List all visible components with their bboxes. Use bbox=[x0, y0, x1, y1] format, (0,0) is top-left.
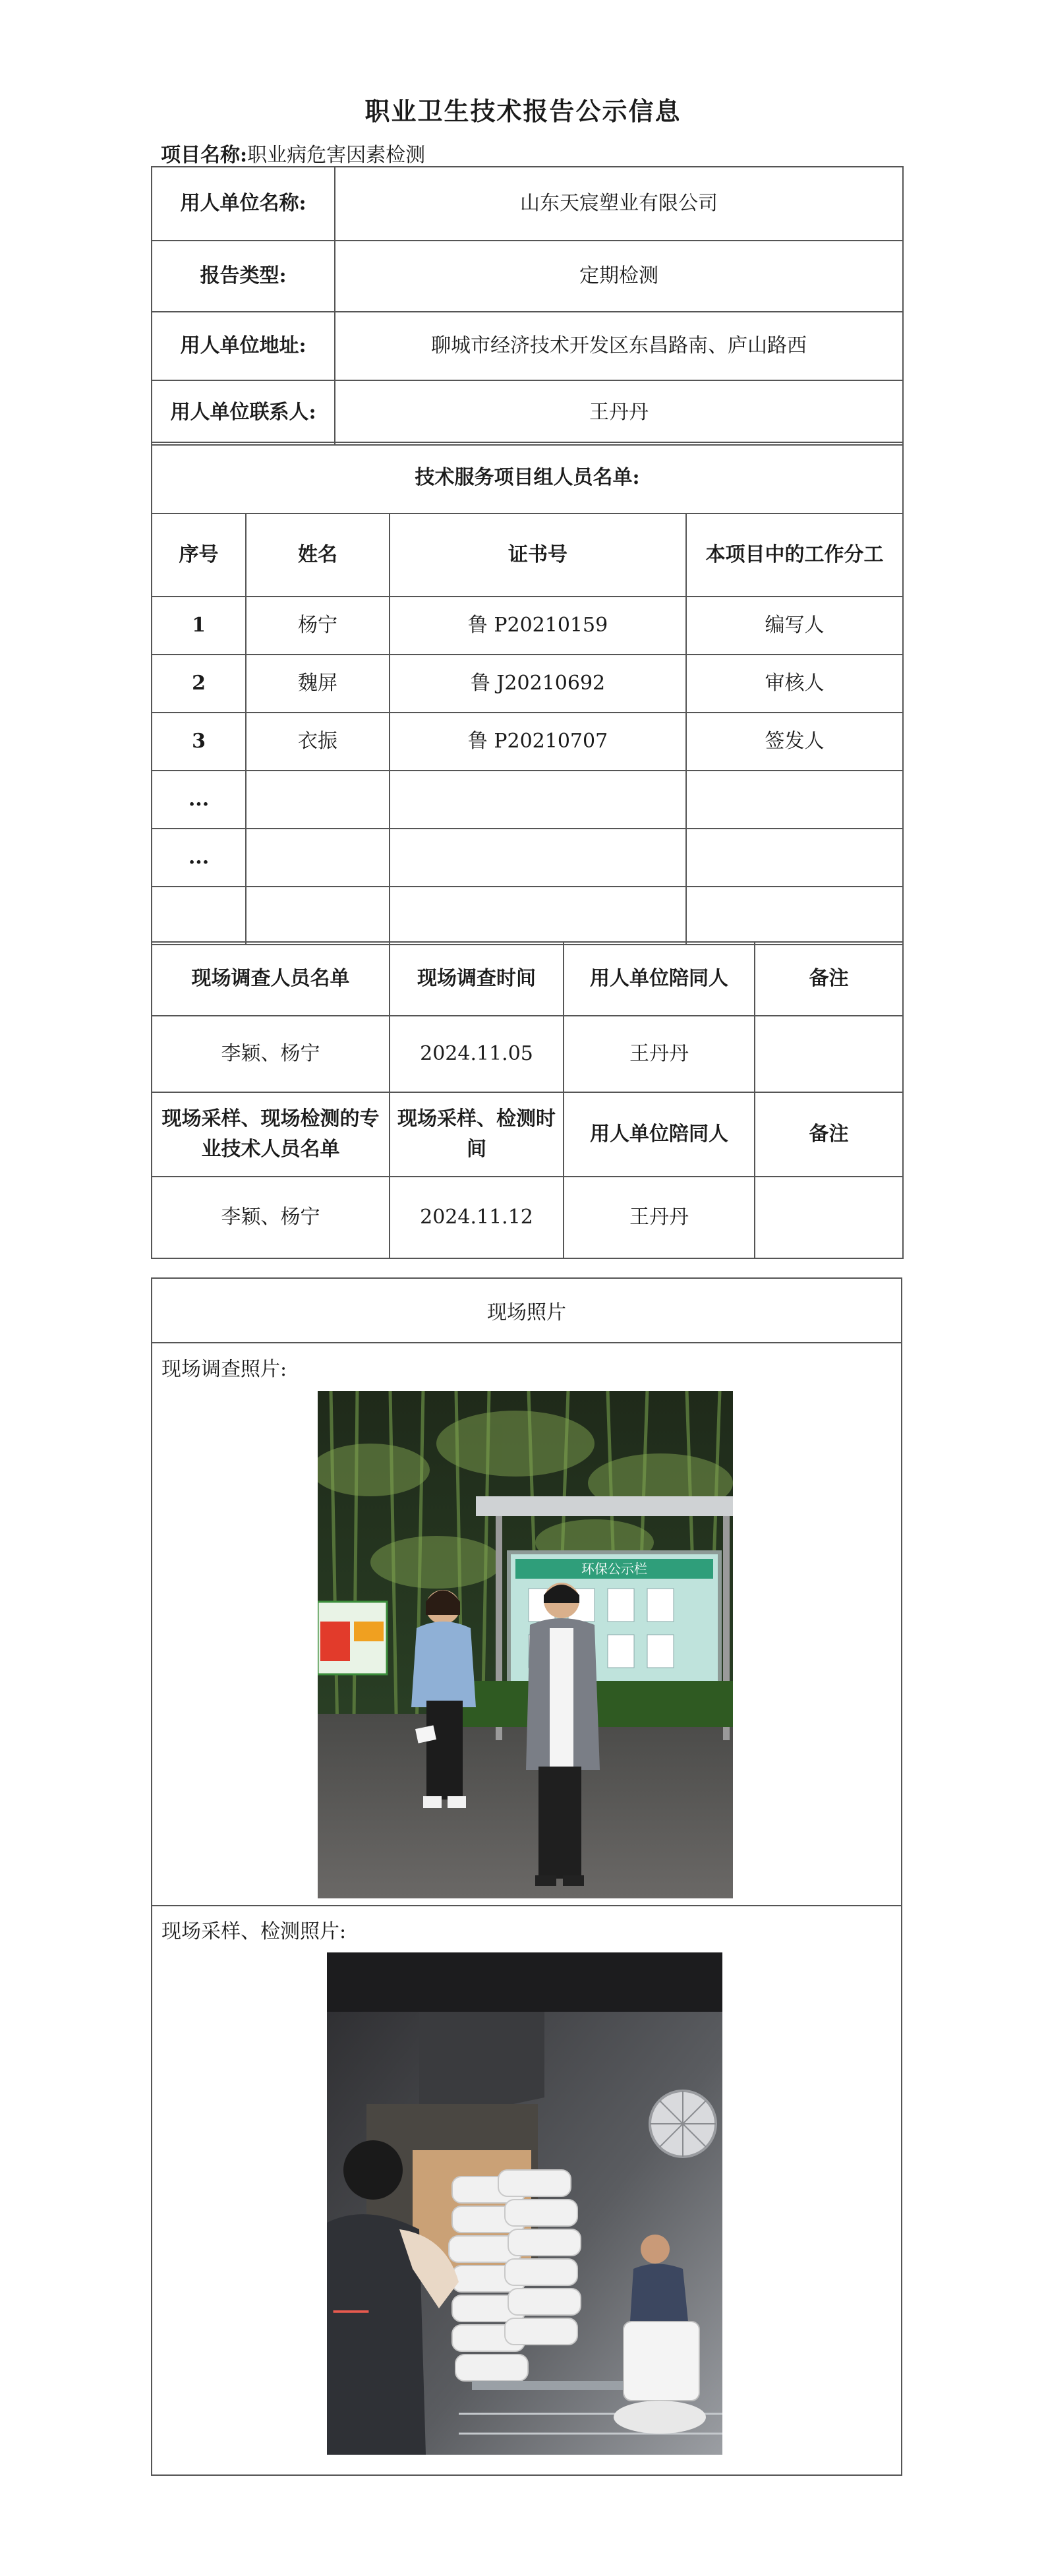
site-photos-section bbox=[151, 1277, 902, 2476]
sampling-companion: 王丹丹 bbox=[564, 1177, 755, 1258]
table-row bbox=[152, 1016, 903, 1092]
sampling-header-companion: 用人单位陪同人 bbox=[564, 1092, 755, 1177]
survey-remark bbox=[755, 1016, 903, 1092]
info-row bbox=[152, 380, 903, 445]
staff-role bbox=[686, 771, 903, 829]
employer-info-table bbox=[151, 166, 904, 446]
employer-name-value: 山东天宸塑业有限公司 bbox=[335, 167, 903, 241]
svg-text:──: ── bbox=[334, 2295, 368, 2329]
survey-photo bbox=[318, 1391, 733, 1898]
staff-cert bbox=[390, 829, 686, 887]
site-survey-table bbox=[151, 941, 904, 1259]
staff-seq: 3 bbox=[152, 713, 246, 771]
project-name-label: 项目名称: bbox=[161, 144, 248, 167]
staff-header-row bbox=[152, 513, 903, 597]
staff-cert: 鲁 P20210707 bbox=[390, 713, 686, 771]
survey-header-row bbox=[152, 1092, 903, 1177]
staff-cert: 鲁 P20210159 bbox=[390, 597, 686, 655]
table-row bbox=[152, 887, 903, 945]
survey-time: 2024.11.05 bbox=[390, 1016, 564, 1092]
project-name-value: 职业病危害因素检测 bbox=[247, 144, 426, 167]
table-row bbox=[152, 713, 903, 771]
report-type-value: 定期检测 bbox=[335, 241, 903, 312]
staff-seq bbox=[152, 887, 246, 945]
staff-name bbox=[246, 887, 390, 945]
employer-address-label: 用人单位地址: bbox=[152, 312, 335, 380]
staff-name bbox=[246, 829, 390, 887]
staff-header-name: 姓名 bbox=[246, 513, 390, 597]
photos-title: 现场照片 bbox=[152, 1279, 901, 1343]
staff-seq: 2 bbox=[152, 655, 246, 713]
sampling-staff: 李颖、杨宁 bbox=[152, 1177, 390, 1258]
staff-seq: 1 bbox=[152, 597, 246, 655]
employer-name-label: 用人单位名称: bbox=[152, 167, 335, 241]
survey-header-companion: 用人单位陪同人 bbox=[564, 942, 755, 1016]
staff-header-cert: 证书号 bbox=[390, 513, 686, 597]
table-row bbox=[152, 597, 903, 655]
staff-cert bbox=[390, 771, 686, 829]
staff-cert bbox=[390, 887, 686, 945]
sampling-header-remark: 备注 bbox=[755, 1092, 903, 1177]
survey-header-time: 现场调查时间 bbox=[390, 942, 564, 1016]
report-type-label: 报告类型: bbox=[152, 241, 335, 312]
info-row bbox=[152, 241, 903, 312]
employer-address-value: 聊城市经济技术开发区东昌路南、庐山路西 bbox=[335, 312, 903, 380]
staff-role: 编写人 bbox=[686, 597, 903, 655]
sampling-header-staff: 现场采样、现场检测的专业技术人员名单 bbox=[152, 1092, 390, 1177]
sampling-photo-label: 现场采样、检测照片: bbox=[161, 1920, 347, 1943]
staff-name: 魏屏 bbox=[246, 655, 390, 713]
sampling-header-time: 现场采样、检测时间 bbox=[390, 1092, 564, 1177]
table-row bbox=[152, 1177, 903, 1258]
table-row bbox=[152, 771, 903, 829]
staff-cert: 鲁 J20210692 bbox=[390, 655, 686, 713]
staff-name: 衣振 bbox=[246, 713, 390, 771]
survey-header-staff: 现场调查人员名单 bbox=[152, 942, 390, 1016]
staff-role: 签发人 bbox=[686, 713, 903, 771]
survey-header-row bbox=[152, 942, 903, 1016]
project-staff-table bbox=[151, 442, 904, 945]
survey-header-remark: 备注 bbox=[755, 942, 903, 1016]
staff-section-title: 技术服务项目组人员名单: bbox=[152, 442, 903, 513]
bulletin-board-text: 环保公示栏 bbox=[581, 1561, 647, 1577]
info-row bbox=[152, 312, 903, 380]
photo-sampling-warehouse-icon bbox=[327, 1952, 722, 2455]
staff-role bbox=[686, 829, 903, 887]
survey-photo-label: 现场调查照片: bbox=[161, 1358, 287, 1381]
info-row bbox=[152, 167, 903, 241]
table-row bbox=[152, 829, 903, 887]
survey-staff: 李颖、杨宁 bbox=[152, 1016, 390, 1092]
project-name-line bbox=[161, 138, 425, 167]
employer-contact-label: 用人单位联系人: bbox=[152, 380, 335, 445]
photo-divider bbox=[152, 1905, 901, 1906]
page-title: 职业卫生技术报告公示信息 bbox=[364, 96, 682, 126]
sampling-time: 2024.11.12 bbox=[390, 1177, 564, 1258]
photo-survey-outdoor-icon bbox=[318, 1391, 733, 1898]
staff-name: 杨宁 bbox=[246, 597, 390, 655]
sampling-photo bbox=[327, 1952, 722, 2455]
survey-companion: 王丹丹 bbox=[564, 1016, 755, 1092]
staff-name bbox=[246, 771, 390, 829]
staff-role: 审核人 bbox=[686, 655, 903, 713]
employer-contact-value: 王丹丹 bbox=[335, 380, 903, 445]
staff-role bbox=[686, 887, 903, 945]
sampling-remark bbox=[755, 1177, 903, 1258]
staff-header-seq: 序号 bbox=[152, 513, 246, 597]
staff-seq: ... bbox=[152, 771, 246, 829]
staff-seq: ... bbox=[152, 829, 246, 887]
table-row bbox=[152, 655, 903, 713]
staff-header-role: 本项目中的工作分工 bbox=[686, 513, 903, 597]
